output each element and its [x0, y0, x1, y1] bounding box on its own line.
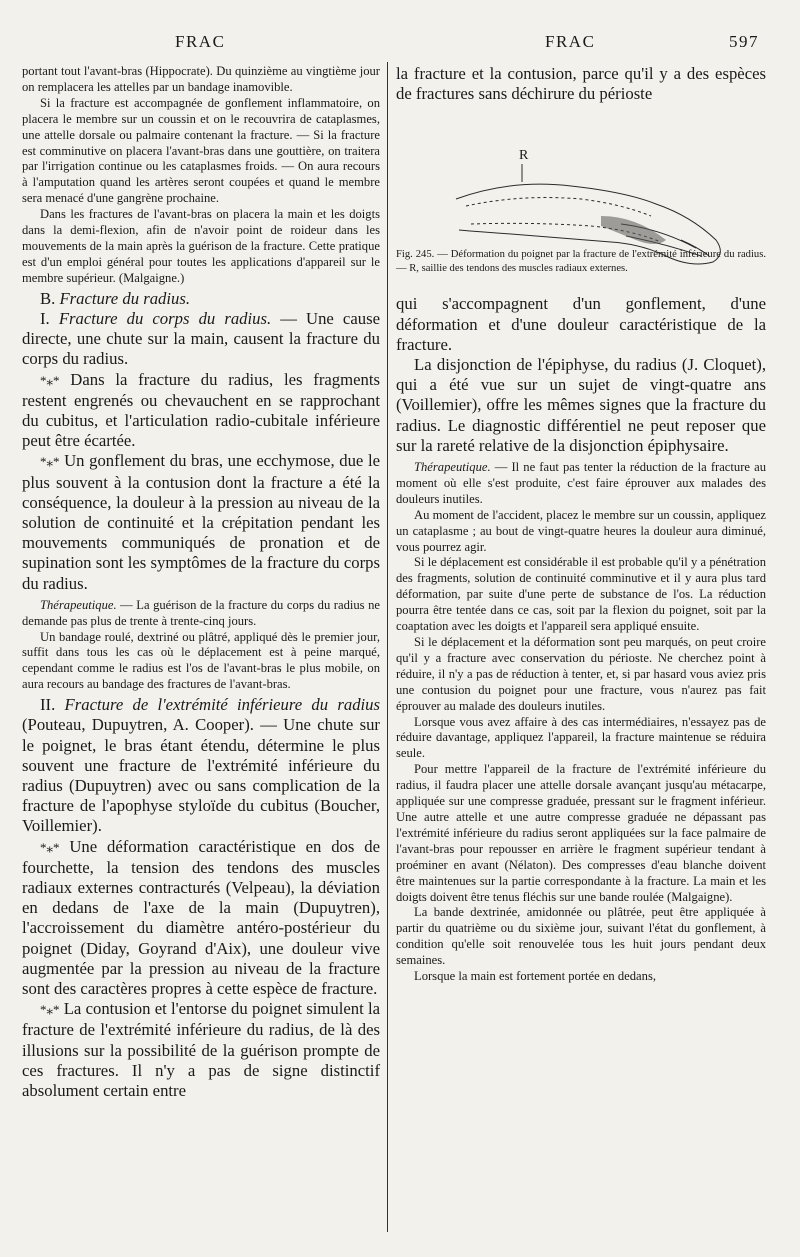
paragraph-text: — La guérison de la fracture du corps du radius ne demande pas plus de trente à trente-cinq jours.: [22, 597, 380, 628]
paragraph-text: La contusion et l'entorse du poignet simulent la fracture de l'extrémité inférieure du radius, de là des illusions sur la possibilité de la guérison prompte de ces fractures. Il n'y a pas de signe distinctif absolument certain entre: [22, 999, 380, 1101]
asterism: *⁎*: [40, 839, 60, 855]
figure-caption: Fig. 245. — Déformation du poignet par la fracture de l'extrémité inférieure du radius. — R, saillie des tendons des muscles radiaux externes.: [396, 249, 766, 274]
paragraph-text: Une déformation caractéristique en dos de fourchette, la tension des tendons des muscles radiaux externes contracturés (Velpeau), la déviation en dedans de l'axe de la main (Dupuytren), l'accroissement du diamètre antéro-postérieur du poignet (Diday, Goyrand d'Aix), une douleur vive augmentée par la pression au niveau de la fracture sont des caractères propres à cette espèce de fracture.: [22, 836, 380, 999]
paragraph: [22, 451, 380, 593]
paragraph: Lorsque vous avez affaire à des cas intermédiaires, n'essayez pas de réduire davantage, appliquez l'appareil, la fracture maintenue se réduira seule.: [396, 714, 766, 761]
paragraph: [22, 999, 380, 1101]
paragraph: Au moment de l'accident, placez le membre sur un coussin, appliquez un cataplasme ; au bout de vingt-quatre heures la douleur aura diminué, vous pourrez agir.: [396, 507, 766, 554]
paragraph: Si le déplacement et la déformation sont peu marqués, on peut croire qu'il y a fracture avec conservation du périoste. Ne cherchez point à réduire, il n'y a pas de réduction à tenter, et, si par hasard vous aviez pris une contusion du poignet pour une fracture, vous n'aurez pas fait éprouver au malade des douleurs inutiles.: [396, 635, 766, 713]
figure-label-r: R: [519, 148, 529, 164]
paragraph-text: — Une cause directe, une chute sur la main, causent la fracture du corps du radius.: [22, 308, 380, 369]
asterism: *⁎*: [40, 372, 60, 388]
paragraph: [22, 837, 380, 1000]
section-heading: [22, 289, 380, 309]
therapeutique-label: Thérapeutique.: [414, 460, 491, 475]
running-head-right: FRAC: [545, 32, 596, 51]
paragraph-text: (Pouteau, Dupuytren, A. Cooper). — Une chute sur le poignet, le bras étant étendu, détermine le plus souvent une fracture de l'extrémité inférieure du radius (Dupuytren) avec ou sans complication de la fracture de l'apophyse styloïde du cubitus (Boucher, Voillemier).: [22, 715, 380, 836]
paragraph: Un bandage roulé, dextriné ou plâtré, appliqué dès le premier jour, suffit dans tous les cas où le déplacement est à peine marqué, cependant comme le radius est l'os de l'avant-bras le plus mobile, on aura recours au bandage des fractures de l'avant-bras.: [22, 629, 380, 692]
paragraph: La disjonction de l'épiphyse, du radius (J. Cloquet), qui a été vue sur un sujet de vingt-quatre ans (Voillemier), offre les mêmes signes que la fracture du radius. Le diagnostic différentiel ne peut reposer que sur la rareté relative de la disjonction épiphysaire.: [396, 355, 766, 455]
running-head-left: FRAC: [175, 32, 226, 51]
therapeutique-label: Thérapeutique.: [40, 597, 117, 612]
paragraph: qui s'accompagnent d'un gonflement, d'une déformation et d'une douleur caractéristique de la fracture.: [396, 294, 766, 354]
section-title: Fracture du radius.: [59, 288, 191, 308]
subsection-number: I.: [40, 308, 50, 328]
paragraph-text: Un gonflement du bras, une ecchymose, due le plus souvent à la contusion dont la fracture a été la conséquence, la douleur à la pression au niveau de la solution de continuité et la crépitation pendant les mouvements communiqués de pronation et de supination sont les symptômes de la fracture du corps du radius.: [22, 451, 380, 593]
subsection-number: II.: [40, 695, 56, 715]
paragraph: Si le déplacement est considérable il est probable qu'il y a pénétration des fragments, solution de continuité comminutive et il y aura plus tard déformation, par suite d'une perte de substance de l'os. La réduction pourra être tentée dans ce cas, soit par la flexion du poignet, soit par la coaptation avec les doigts et l'appareil sera appliqué ensuite.: [396, 555, 766, 634]
subsection-title: Fracture de l'extrémité inférieure du radius: [64, 695, 381, 715]
paragraph: [22, 695, 380, 836]
paragraph: [22, 370, 380, 452]
paragraph: [22, 598, 380, 630]
column-divider: [387, 62, 388, 1232]
subsection-title: Fracture du corps du radius.: [58, 308, 272, 328]
paragraph: Lorsque la main est fortement portée en dedans,: [414, 969, 656, 984]
swelling-shading: [601, 216, 666, 244]
right-column: [396, 64, 766, 985]
paragraph: Pour mettre l'appareil de la fracture de l'extrémité inférieure du radius, il faudra placer une attelle dorsale avançant jusqu'au métacarpe, appliquée sur une compresse graduée, pressant sur le fragment inférieur. Une autre attelle et une autre compresse graduée ne dépassant pas l'extrémité inférieure du radius seront appliquées sur la face palmaire de l'avant-bras pour repousser en arrière le fragment supérieur tendant à proéminer en avant (Nélaton). Des compresses d'eau blanche doivent être maintenues sur la partie correspondante à la fracture. La main et les doigts doivent être tenus fléchis sur une bande roulée (Malgaigne).: [396, 762, 766, 904]
paragraph: Dans les fractures de l'avant-bras on placera la main et les doigts dans la demi-flexion, afin de n'avoir point de roideur dans les mouvements de la main après la guérison de la fracture. Cette pratique est d'un emploi général pour toutes les applications d'appareil sur le membre supérieur. (Malgaigne.): [22, 207, 380, 285]
paragraph: La bande dextrinée, amidonnée ou plâtrée, peut être appliquée à partir du quatrième ou du sixième jour, suivant l'état du gonflement, à condition qu'elle soit renouvelée tous les huit jours pendant deux semaines.: [396, 905, 766, 968]
paragraph-text: Dans la fracture du radius, les fragments restent engrenés ou chevauchent en se rapprochant du cubitus, et l'articulation radio-cubitale inférieure peut être écartée.: [22, 369, 380, 451]
figure-245: [396, 104, 766, 288]
paragraph: [22, 309, 380, 370]
page-number: 597: [729, 32, 759, 51]
asterism: *⁎*: [40, 1002, 60, 1018]
asterism: *⁎*: [40, 454, 60, 470]
paragraph: la fracture et la contusion, parce qu'il y a des espèces de fractures sans déchirure du périoste: [396, 64, 766, 104]
paragraph: [396, 460, 766, 508]
paragraph: portant tout l'avant-bras (Hippocrate). Du quinzième au vingtième jour on remplacera les attelles par un bandage inamovible.: [22, 64, 380, 94]
left-column: [22, 64, 380, 1101]
paragraph: Si la fracture est accompagnée de gonflement inflammatoire, on placera le membre sur un coussin et on le recouvrira de cataplasmes, une attelle dorsale ou palmaire contenant la fracture. — Si la fracture est comminutive on placera l'avant-bras dans une gouttière, on traitera par l'irrigation continue ou les cataplasmes froids. — On aura recours à l'amputation quand les artères seront coupées et quand le membre sera menacé d'une gangrène prochaine.: [22, 95, 380, 206]
section-letter: B.: [40, 288, 56, 308]
paragraph-text: — Il ne faut pas tenter la réduction de la fracture au moment où elle s'est produite, c'est faire éprouver aux malades des douleurs inutiles.: [396, 460, 766, 506]
